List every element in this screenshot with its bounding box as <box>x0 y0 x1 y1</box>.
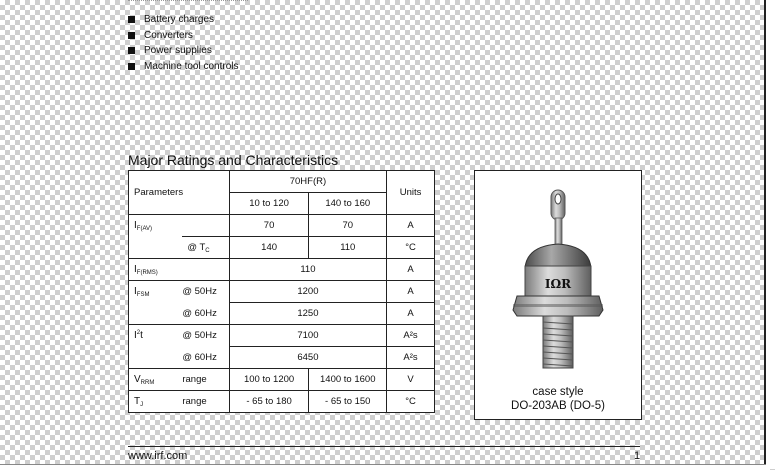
square-bullet-icon <box>128 32 135 39</box>
value-cell: 1250 <box>229 303 386 325</box>
value-cell: 140 <box>229 237 309 259</box>
page-number: 1 <box>634 450 641 462</box>
table-row <box>129 237 435 259</box>
case-style-label: case style <box>532 386 584 398</box>
value-cell: - 65 to 150 <box>309 391 387 413</box>
header-col-range-1: 10 to 120 <box>229 193 309 215</box>
list-item: Machine tool controls <box>128 59 239 75</box>
irf-logo-text: IΩR <box>544 277 572 291</box>
case-style-code: DO-203AB (DO-5) <box>511 400 605 412</box>
value-cell: - 65 to 180 <box>229 391 309 413</box>
value-cell: 1400 to 1600 <box>309 369 387 391</box>
condition-cell: range <box>182 369 229 391</box>
value-cell: 100 to 1200 <box>229 369 309 391</box>
unit-cell: °C <box>387 391 435 413</box>
clipped-text-line <box>128 0 248 6</box>
window-right-border <box>764 0 777 469</box>
value-cell: 1200 <box>229 281 386 303</box>
cell-empty <box>129 347 183 369</box>
condition-cell: @ 50Hz <box>182 281 229 303</box>
list-item: Battery charges <box>128 12 239 28</box>
param-irms: $I_{F(RMS)}$ <box>129 259 230 281</box>
square-bullet-icon <box>128 16 135 23</box>
param-vrrm: $V_{RRM}$ <box>129 369 183 391</box>
product-photo-box <box>474 170 642 420</box>
condition-cell: @ 60Hz <box>182 303 229 325</box>
ratings-table <box>128 170 435 413</box>
cell-empty <box>129 237 183 259</box>
cell-empty <box>129 303 183 325</box>
unit-cell: °C <box>387 237 435 259</box>
window-bottom-edge <box>0 464 766 470</box>
unit-cell: A²s <box>387 347 435 369</box>
value-cell: 70 <box>229 215 309 237</box>
table-row <box>129 391 435 413</box>
square-bullet-icon <box>128 63 135 70</box>
table-row <box>129 303 435 325</box>
param-ifsm: $I_{FSM}$ <box>129 281 183 303</box>
unit-cell: V <box>387 369 435 391</box>
header-units: Units <box>387 171 435 215</box>
footer-url: www.irf.com <box>128 450 188 462</box>
value-cell: 70 <box>309 215 387 237</box>
list-item: Power supplies <box>128 43 239 59</box>
condition-tc: @ $T_C$ <box>182 237 229 259</box>
diode-package-image <box>505 186 611 376</box>
header-parameters: Parameters <box>129 171 230 215</box>
table-row <box>129 369 435 391</box>
param-ifav: $I_{F(AV)}$ <box>129 215 183 237</box>
unit-cell: A <box>387 303 435 325</box>
header-part-number: 70HF(R) <box>229 171 386 193</box>
footer-divider <box>128 446 640 447</box>
table-row <box>129 215 435 237</box>
value-cell: 7100 <box>229 325 386 347</box>
table-row <box>129 259 435 281</box>
param-i2t: $I^2t$ <box>129 325 183 347</box>
square-bullet-icon <box>128 47 135 54</box>
cell-empty <box>182 215 229 237</box>
param-tj: $T_J$ <box>129 391 183 413</box>
condition-cell: range <box>182 391 229 413</box>
value-cell: 6450 <box>229 347 386 369</box>
table-row <box>129 347 435 369</box>
applications-list <box>128 12 239 74</box>
unit-cell: A <box>387 259 435 281</box>
table-row <box>129 281 435 303</box>
unit-cell: A <box>387 215 435 237</box>
condition-cell: @ 60Hz <box>182 347 229 369</box>
list-item: Converters <box>128 28 239 44</box>
condition-cell: @ 50Hz <box>182 325 229 347</box>
section-title: Major Ratings and Characteristics <box>128 152 339 168</box>
unit-cell: A <box>387 281 435 303</box>
unit-cell: A²s <box>387 325 435 347</box>
value-cell: 110 <box>309 237 387 259</box>
value-cell: 110 <box>229 259 386 281</box>
header-col-range-2: 140 to 160 <box>309 193 387 215</box>
table-row <box>129 325 435 347</box>
